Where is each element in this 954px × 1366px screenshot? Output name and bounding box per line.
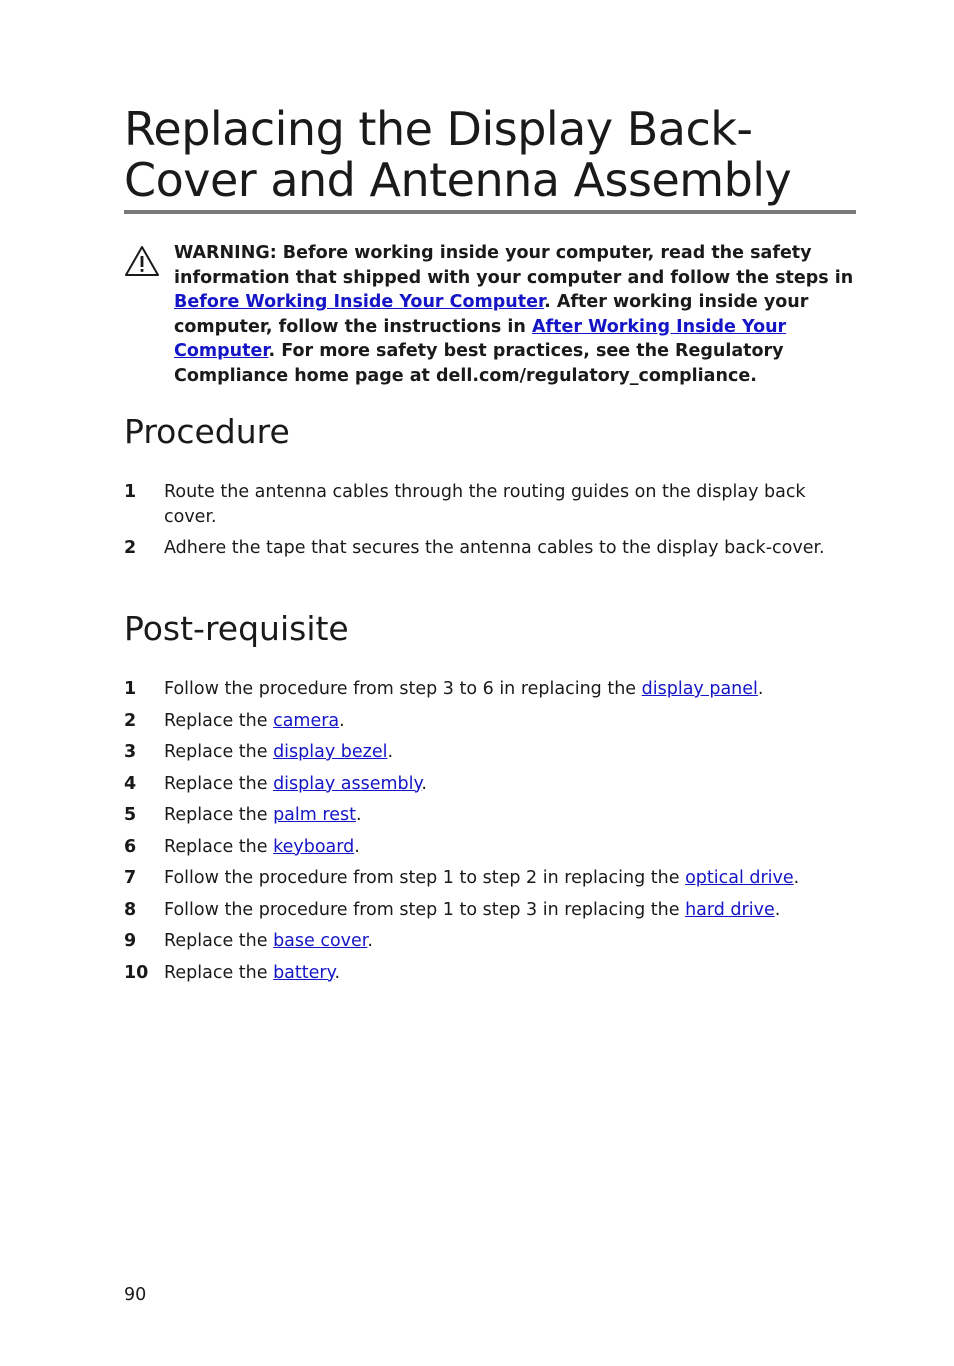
title-underline-rule [124,210,856,214]
step-punctuation: . [334,962,341,983]
step-link-palm-rest[interactable]: palm rest [273,805,356,825]
warning-lead: WARNING: Before working inside your computer, read the safety information that shipped with your computer and follow the steps in [174,243,854,288]
step-punctuation: . [355,805,362,825]
post-requisite-step [124,709,856,734]
step-link-battery[interactable]: battery [273,962,335,983]
step-number: 1 [124,482,137,502]
step-number: 10 [124,962,149,983]
post-requisite-step [124,772,856,797]
step-number: 6 [124,836,137,857]
page-number: 90 [124,1285,147,1305]
step-punctuation: . [421,773,427,794]
step-link-keyboard[interactable]: keyboard [273,836,355,857]
before-working-inside-link[interactable]: Before Working Inside Your Computer [174,292,545,313]
post-requisite-step [124,961,856,986]
procedure-step [124,480,856,530]
post-requisite-step [124,677,856,702]
procedure-step [124,536,856,561]
step-number: 1 [124,679,137,699]
step-punctuation: . [793,868,800,888]
procedure-heading: Procedure [124,412,290,451]
post-requisite-step [124,929,856,954]
step-punctuation: . [757,679,764,699]
step-text: Follow the procedure from step 1 to step 2 in replacing the [164,868,686,888]
post-requisite-step [124,898,856,923]
step-punctuation: . [774,899,781,920]
step-link-display-assembly[interactable]: display assembly [273,773,422,794]
step-link-base-cover[interactable]: base cover [273,931,368,951]
step-number: 7 [124,868,137,888]
warning-tail: . For more safety best practices, see the Regulatory Compliance home page at dell.com/regulatory_compliance. [174,341,784,386]
step-text: Replace the [164,962,274,983]
post-requisite-heading: Post-requisite [124,609,349,648]
post-requisite-step [124,866,856,891]
post-requisite-steps [124,677,856,992]
step-number: 2 [124,710,137,731]
step-punctuation: . [387,742,394,762]
step-number: 8 [124,899,137,920]
warning-text [174,241,856,389]
procedure-steps [124,480,856,567]
step-number: 2 [124,538,137,558]
after-working-inside-link[interactable]: After Working Inside Your Computer [174,316,787,362]
step-text: Replace the [164,931,274,951]
step-link-optical-drive[interactable]: optical drive [685,868,794,888]
warning-triangle-icon [124,245,160,277]
page-title-line-2: Cover and Antenna Assembly [124,153,792,207]
step-link-display-bezel[interactable]: display bezel [273,742,388,762]
step-text: Replace the [164,742,274,762]
step-text: Route the antenna cables through the routing guides on the display back cover. [164,482,806,527]
page-title-line-1: Replacing the Display Back- [124,102,753,156]
step-text: Follow the procedure from step 1 to step 3 in replacing the [164,899,686,920]
step-number: 5 [124,805,137,825]
step-text: Follow the procedure from step 3 to 6 in replacing the [164,679,642,699]
step-link-camera[interactable]: camera [273,710,340,731]
post-requisite-step [124,835,856,860]
step-number: 9 [124,931,137,951]
step-link-display-panel[interactable]: display panel [641,679,758,699]
post-requisite-step [124,740,856,765]
post-requisite-step [124,803,856,828]
page-title [124,104,856,206]
step-text: Replace the [164,805,274,825]
step-number: 4 [124,773,137,794]
step-number: 3 [124,742,137,762]
step-punctuation: . [367,931,373,951]
step-punctuation: . [339,710,345,731]
step-text: Replace the [164,773,274,794]
step-text: Adhere the tape that secures the antenna cables to the display back-cover. [164,538,825,558]
step-link-hard-drive[interactable]: hard drive [685,899,775,920]
step-punctuation: . [354,836,360,857]
step-text: Replace the [164,710,274,731]
step-text: Replace the [164,836,274,857]
warning-mid: . After working inside your computer, follow the instructions in [174,292,809,337]
